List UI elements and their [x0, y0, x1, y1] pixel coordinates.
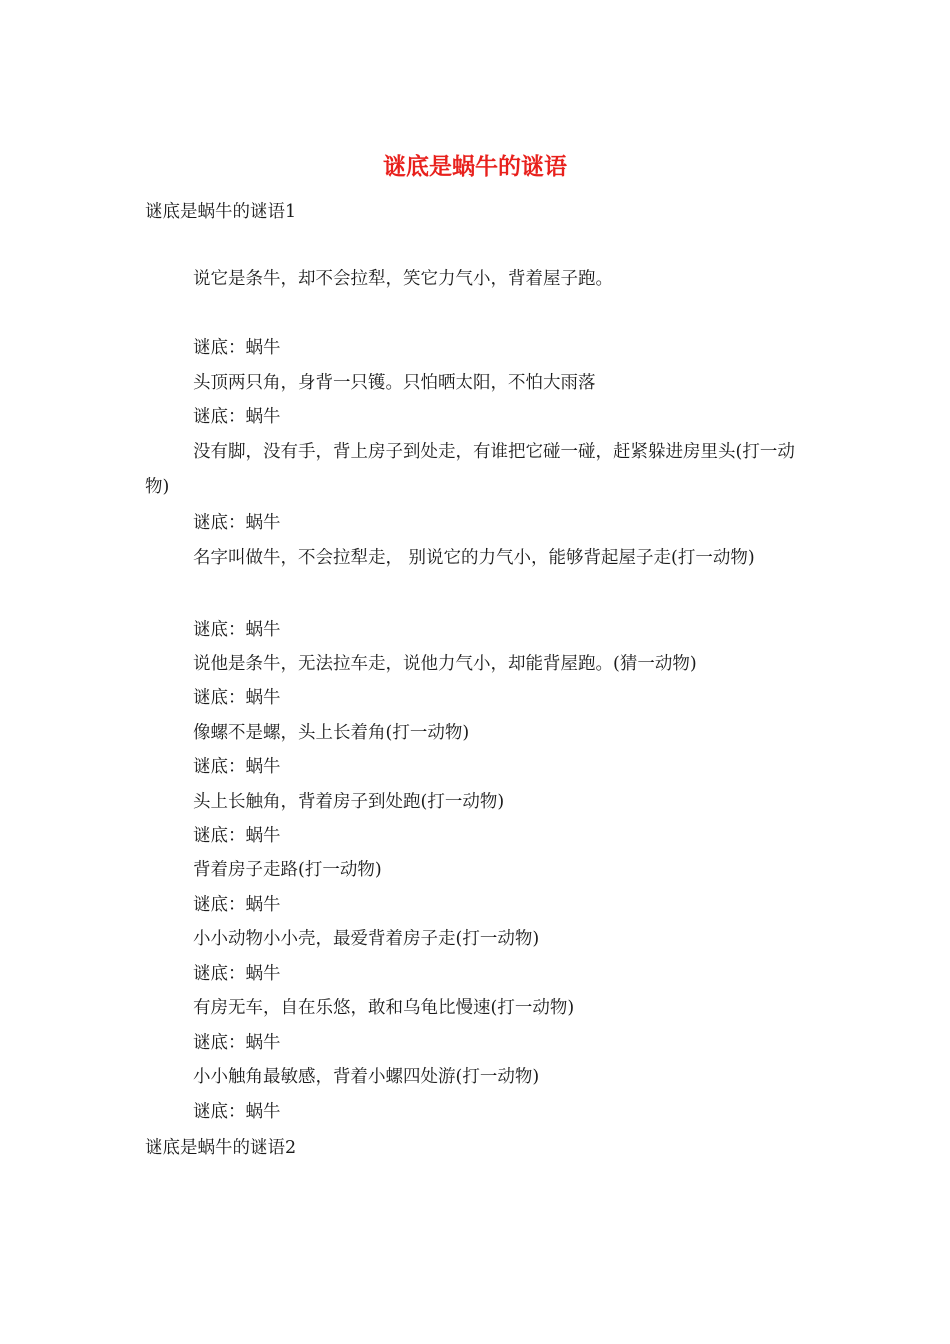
riddle-question: 没有脚，没有手，背上房子到处走，有谁把它碰一碰，赶紧躲进房里头(打一动物)	[145, 442, 795, 497]
riddle-answer: 谜底：蜗牛	[193, 513, 281, 533]
document-title: 谜底是蜗牛的谜语	[383, 153, 567, 180]
riddle-answer: 谜底：蜗牛	[193, 895, 281, 915]
riddle-question: 名字叫做牛，不会拉犁走， 别说它的力气小，能够背起屋子走(打一动物)	[193, 548, 755, 568]
riddle-answer: 谜底：蜗牛	[193, 338, 281, 358]
section-heading-2: 谜底是蜗牛的谜语2	[145, 1138, 297, 1158]
riddle-answer: 谜底：蜗牛	[193, 688, 281, 708]
riddle-question: 小小动物小小壳，最爱背着房子走(打一动物)	[193, 929, 540, 949]
riddle-question: 背着房子走路(打一动物)	[193, 860, 382, 880]
riddle-question: 小小触角最敏感，背着小螺四处游(打一动物)	[193, 1067, 540, 1087]
section-heading-1: 谜底是蜗牛的谜语1	[145, 202, 297, 222]
riddle-answer: 谜底：蜗牛	[193, 757, 281, 777]
riddle-answer: 谜底：蜗牛	[193, 964, 281, 984]
riddle-answer: 谜底：蜗牛	[193, 1033, 281, 1053]
riddle-question: 说它是条牛，却不会拉犁，笑它力气小，背着屋子跑。	[193, 269, 613, 289]
riddle-answer: 谜底：蜗牛	[193, 1102, 281, 1122]
riddle-question: 像螺不是螺，头上长着角(打一动物)	[193, 723, 470, 743]
riddle-question: 说他是条牛，无法拉车走，说他力气小，却能背屋跑。(猜一动物)	[193, 654, 697, 674]
riddle-answer: 谜底：蜗牛	[193, 826, 281, 846]
riddle-answer: 谜底：蜗牛	[193, 620, 281, 640]
riddle-question: 头顶两只角，身背一只镬。只怕晒太阳，不怕大雨落	[193, 373, 596, 393]
riddle-question: 有房无车，自在乐悠，敢和乌龟比慢速(打一动物)	[193, 998, 575, 1018]
riddle-question: 头上长触角，背着房子到处跑(打一动物)	[193, 792, 505, 812]
riddle-answer: 谜底：蜗牛	[193, 407, 281, 427]
